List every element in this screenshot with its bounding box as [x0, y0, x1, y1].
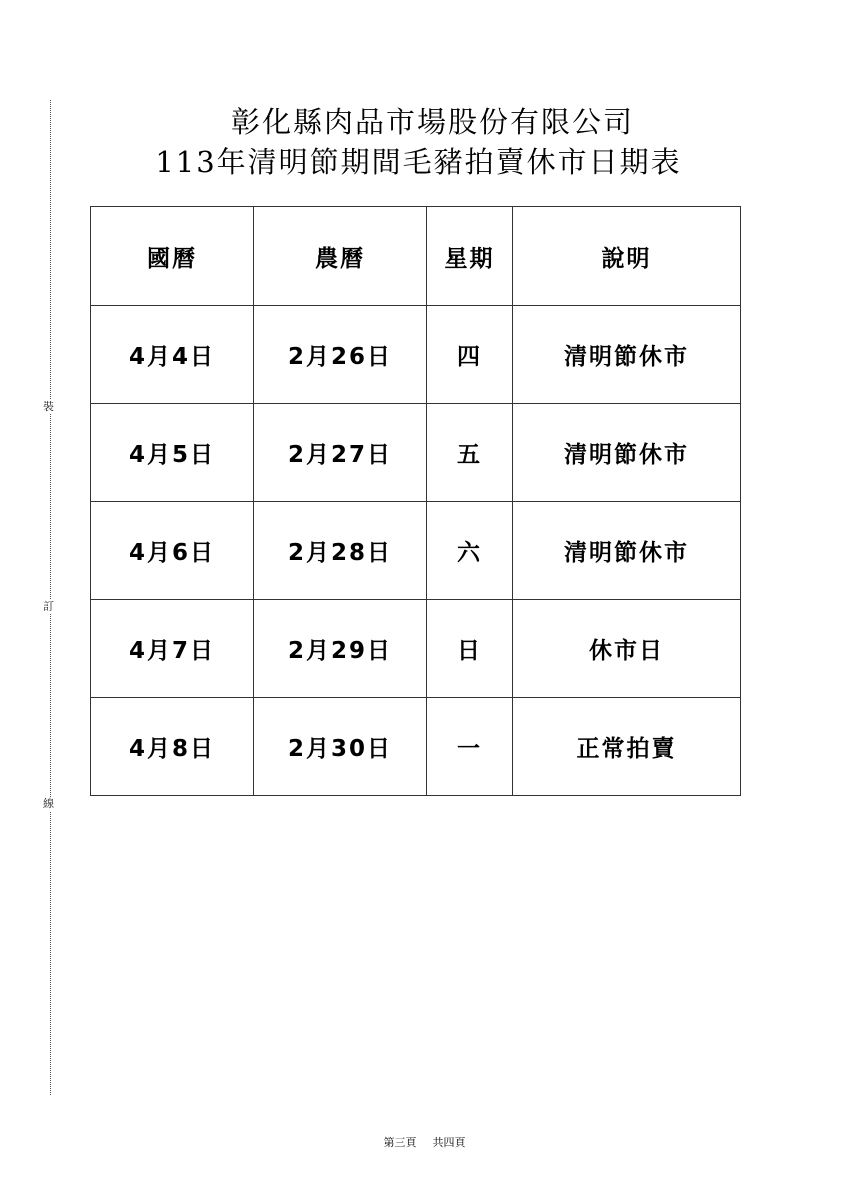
- description-cell: 清明節休市: [513, 306, 741, 404]
- description-cell: 休市日: [513, 600, 741, 698]
- table-row: [91, 698, 741, 796]
- column-header-lunar-date: 農曆: [254, 207, 427, 306]
- page-number: 第三頁: [383, 1136, 417, 1149]
- gregorian-date-cell: 4月6日: [91, 502, 254, 600]
- lunar-date-cell: 2月29日: [254, 600, 427, 698]
- table-row: [91, 404, 741, 502]
- gregorian-date-cell: 4月5日: [91, 404, 254, 502]
- binding-mark-xian: 線: [43, 797, 54, 810]
- weekday-cell: 六: [427, 502, 513, 600]
- schedule-title: 113年清明節期間毛豬拍賣休市日期表: [155, 145, 682, 179]
- lunar-date-cell: 2月30日: [254, 698, 427, 796]
- lunar-date-cell: 2月26日: [254, 306, 427, 404]
- page-footer: [0, 1134, 849, 1150]
- closure-schedule-table: [90, 206, 741, 796]
- column-header-weekday: 星期: [427, 207, 513, 306]
- table-header-row: [91, 207, 741, 306]
- weekday-cell: 一: [427, 698, 513, 796]
- binding-line: [50, 100, 51, 1095]
- binding-mark-ding: 訂: [43, 600, 54, 613]
- column-header-description: 說明: [513, 207, 741, 306]
- column-header-gregorian-date: 國曆: [91, 207, 254, 306]
- gregorian-date-cell: 4月8日: [91, 698, 254, 796]
- table-row: [91, 502, 741, 600]
- gregorian-date-cell: 4月7日: [91, 600, 254, 698]
- weekday-cell: 五: [427, 404, 513, 502]
- table-row: [91, 306, 741, 404]
- description-cell: 清明節休市: [513, 404, 741, 502]
- page-total: 共四頁: [432, 1136, 466, 1149]
- binding-mark-zhuang: 裝: [43, 400, 54, 413]
- lunar-date-cell: 2月27日: [254, 404, 427, 502]
- description-cell: 清明節休市: [513, 502, 741, 600]
- lunar-date-cell: 2月28日: [254, 502, 427, 600]
- gregorian-date-cell: 4月4日: [91, 306, 254, 404]
- description-cell: 正常拍賣: [513, 698, 741, 796]
- company-title: 彰化縣肉品市場股份有限公司: [230, 105, 634, 139]
- table-row: [91, 600, 741, 698]
- weekday-cell: 日: [427, 600, 513, 698]
- weekday-cell: 四: [427, 306, 513, 404]
